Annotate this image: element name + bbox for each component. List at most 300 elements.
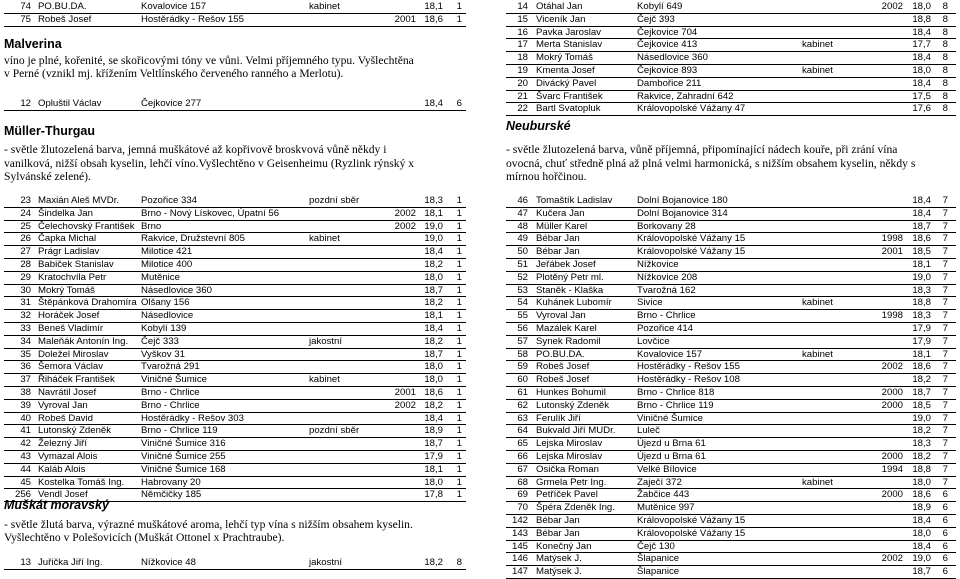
cell-rank: 7: [942, 438, 948, 450]
cell-score: 18,5: [912, 399, 931, 411]
cell-score: 18,0: [424, 374, 443, 386]
table-row: [506, 297, 956, 310]
cell-name: Kaláb Alois: [38, 463, 86, 475]
cell-note: kabinet: [802, 297, 833, 309]
cell-rank: 7: [942, 399, 948, 411]
cell-name: Matýsek J.: [536, 566, 582, 578]
cell-name: Kostelka Tomáš Ing.: [38, 476, 125, 488]
table-row: [506, 323, 956, 336]
cell-place: Královopolské Vážany 47: [637, 103, 746, 115]
cell-no: 75: [20, 13, 31, 25]
table-row: [506, 91, 956, 104]
cell-score: 18,7: [912, 386, 931, 398]
cell-place: Kovalovice 157: [141, 1, 207, 12]
cell-no: 51: [517, 258, 528, 270]
cell-place: Viničné Šumice: [141, 374, 207, 386]
table-row: [506, 310, 956, 323]
cell-name: Mokrý Tomáš: [536, 52, 593, 64]
cell-name: Juřička Jiří Ing.: [38, 557, 103, 568]
table-row: [4, 195, 466, 208]
cell-name: Mazálek Karel: [536, 322, 597, 334]
cell-rank: 8: [942, 77, 948, 89]
cell-name: Šemora Václav: [38, 361, 104, 373]
cell-place: Tvarožná 291: [141, 361, 200, 373]
cell-no: 69: [517, 489, 528, 501]
cell-place: Tvarožná 162: [637, 284, 696, 296]
cell-place: Čejkovice 413: [637, 39, 698, 51]
cell-score: 18,6: [424, 386, 443, 398]
table-row: [506, 425, 956, 438]
cell-name: Robeš Josef: [536, 361, 590, 373]
table-row: [506, 103, 956, 116]
section-title-muller-thurgau: Müller-Thurgau: [4, 124, 95, 138]
table-row: [506, 246, 956, 259]
section-desc-neuburske-1: - světle žlutozelená barva, vůně příjemná, připomínající nádech kouře, při zrání vína: [506, 143, 898, 156]
cell-score: 18,7: [424, 284, 443, 296]
cell-place: Mutěnice: [141, 271, 180, 283]
cell-no: 68: [517, 476, 528, 488]
cell-score: 19,0: [912, 412, 931, 424]
table-row: [506, 553, 956, 566]
cell-no: 12: [20, 98, 31, 109]
cell-no: 57: [517, 335, 528, 347]
right-top-table: [506, 1, 956, 116]
cell-no: 38: [20, 386, 31, 398]
table-row: [506, 502, 956, 515]
cell-score: 17,7: [912, 39, 931, 51]
cell-score: 18,4: [912, 207, 931, 219]
table-row: [506, 285, 956, 298]
cell-name: Vymazal Alois: [38, 450, 98, 462]
cell-score: 18,4: [912, 77, 931, 89]
table-row: [506, 387, 956, 400]
cell-note: jakostní: [309, 557, 343, 568]
cell-place: Zaječí 372: [637, 476, 682, 488]
cell-no: 14: [517, 1, 528, 12]
section-desc-muller-2: vanilková, nižší obsah kyselin, lehčí víno.Vyšlechtěno v Geisenheimu (Ryzlink rýnský x: [4, 157, 415, 170]
cell-name: Tomaštík Ladislav: [536, 195, 613, 206]
cell-place: Újezd u Brna 61: [637, 450, 706, 462]
cell-rank: 8: [942, 1, 948, 12]
cell-no: 145: [511, 540, 528, 552]
cell-rank: 8: [942, 26, 948, 38]
cell-score: 19,0: [424, 220, 443, 232]
cell-rank: 7: [942, 207, 948, 219]
cell-no: 30: [20, 284, 31, 296]
cell-no: 35: [20, 348, 31, 360]
table-row: [506, 233, 956, 246]
cell-note: pozdní sběr: [309, 195, 360, 206]
table-row: [4, 1, 466, 14]
cell-score: 18,1: [912, 258, 931, 270]
cell-no: 20: [517, 77, 528, 89]
cell-place: Žabčice 443: [637, 489, 690, 501]
cell-place: Brno - Nový Lískovec, Úpatní 56: [141, 207, 280, 219]
table-row: [506, 361, 956, 374]
cell-rank: 8: [942, 52, 948, 64]
cell-rank: 1: [456, 13, 462, 25]
cell-name: Vyroval Jan: [536, 310, 586, 322]
cell-name: Staněk - Klaška: [536, 284, 604, 296]
cell-no: 42: [20, 438, 31, 450]
table-row: [506, 52, 956, 65]
cell-place: Brno - Chrlice 119: [141, 425, 218, 437]
cell-rank: 1: [456, 361, 462, 373]
cell-rank: 6: [942, 540, 948, 552]
section-desc-muskat-2: Vyšlechtěno v Polešovicích (Muškát Ottonel x Prachtraube).: [4, 531, 285, 544]
cell-place: Kobylí 139: [141, 322, 187, 334]
cell-no: 66: [517, 450, 528, 462]
cell-no: 56: [517, 322, 528, 334]
cell-no: 142: [511, 514, 528, 526]
section-desc-malverina-2: v Perné (vznikl mj. křížením Veltlínského červeného ranného a Merlotu).: [4, 67, 344, 80]
table-row: [506, 221, 956, 234]
cell-no: 55: [517, 310, 528, 322]
cell-year: 1998: [881, 310, 903, 322]
cell-no: 34: [20, 335, 31, 347]
table-row: [506, 451, 956, 464]
cell-name: Konečný Jan: [536, 540, 592, 552]
table-row: [4, 246, 466, 259]
cell-rank: 7: [942, 348, 948, 360]
cell-place: Hostěrádky - Rešov 303: [141, 412, 244, 424]
cell-place: Luleč: [637, 425, 660, 437]
cell-score: 18,0: [424, 476, 443, 488]
cell-score: 18,8: [912, 13, 931, 25]
cell-place: Hostěrádky - Rešov 108: [637, 374, 740, 386]
cell-rank: 7: [942, 322, 948, 334]
cell-no: 49: [517, 233, 528, 245]
cell-year: 2000: [881, 450, 903, 462]
cell-score: 18,0: [912, 527, 931, 539]
cell-score: 18,4: [424, 246, 443, 258]
table-row: [4, 349, 466, 362]
cell-no: 60: [517, 374, 528, 386]
cell-name: Horáček Josef: [38, 310, 100, 322]
cell-rank: 7: [942, 310, 948, 322]
cell-score: 18,4: [912, 514, 931, 526]
cell-name: Jeřábek Josef: [536, 258, 596, 270]
cell-place: Násedlovice: [141, 310, 194, 322]
cell-name: Beneš Vladimír: [38, 322, 104, 334]
cell-year: 2002: [394, 399, 416, 411]
table-row: [506, 65, 956, 78]
cell-year: 2000: [881, 489, 903, 501]
cell-name: Kratochvíla Petr: [38, 271, 107, 283]
cell-year: 2002: [394, 207, 416, 219]
cell-name: Grmela Petr Ing.: [536, 476, 607, 488]
cell-no: 53: [517, 284, 528, 296]
cell-no: 40: [20, 412, 31, 424]
cell-name: Bébar Jan: [536, 527, 580, 539]
cell-score: 18,7: [912, 220, 931, 232]
section-desc-muskat-1: - světle žlutá barva, výrazné muškátové aroma, lehčí typ vína s nižším obsahem kyselin.: [4, 518, 413, 531]
cell-no: 58: [517, 348, 528, 360]
cell-place: Velké Bílovice: [637, 463, 697, 475]
table-row: [506, 272, 956, 285]
section-desc-muller-3: Sylvánské zelené).: [4, 170, 91, 183]
cell-name: Čelechovský František: [38, 220, 135, 232]
cell-rank: 1: [456, 438, 462, 450]
cell-score: 18,4: [424, 322, 443, 334]
cell-score: 18,5: [912, 246, 931, 258]
cell-no: 47: [517, 207, 528, 219]
cell-no: 43: [20, 450, 31, 462]
cell-place: Sivice: [637, 297, 663, 309]
cell-score: 17,9: [912, 335, 931, 347]
cell-name: Müller Karel: [536, 220, 588, 232]
cell-year: 2002: [881, 361, 903, 373]
cell-year: 1994: [881, 463, 903, 475]
cell-no: 256: [14, 489, 31, 501]
cell-no: 27: [20, 246, 31, 258]
cell-rank: 1: [456, 322, 462, 334]
cell-name: Navrátil Josef: [38, 386, 97, 398]
cell-no: 45: [20, 476, 31, 488]
cell-name: Osička Roman: [536, 463, 599, 475]
cell-rank: 8: [942, 103, 948, 115]
cell-name: Divácký Pavel: [536, 77, 597, 89]
cell-score: 18,3: [912, 438, 931, 450]
cell-score: 17,8: [424, 489, 443, 501]
table-row: [4, 361, 466, 374]
cell-score: 18,1: [424, 207, 443, 219]
cell-name: Šindelka Jan: [38, 207, 93, 219]
cell-score: 18,4: [912, 26, 931, 38]
cell-no: 18: [517, 52, 528, 64]
section-desc-neuburske-2: ovocná, chuť středně plná až plná velmi harmonická, s nižším obsahem kyselin, někdy s: [506, 157, 916, 170]
cell-score: 18,4: [424, 98, 443, 109]
cell-no: 44: [20, 463, 31, 475]
cell-name: Robeš Josef: [536, 374, 590, 386]
table-row: [4, 208, 466, 221]
cell-rank: 7: [942, 195, 948, 206]
cell-no: 15: [517, 13, 528, 25]
cell-rank: 1: [456, 220, 462, 232]
cell-name: Bukvald Jiří MUDr.: [536, 425, 616, 437]
table-row: [4, 374, 466, 387]
muskat-moravsky-table: [4, 557, 466, 570]
cell-rank: 7: [942, 246, 948, 258]
cell-rank: 1: [456, 258, 462, 270]
cell-name: Maxián Aleš MVDr.: [38, 195, 120, 206]
cell-rank: 1: [456, 412, 462, 424]
table-row: [506, 336, 956, 349]
cell-note: kabinet: [802, 476, 833, 488]
cell-place: Čejč 130: [637, 540, 675, 552]
cell-score: 18,2: [424, 399, 443, 411]
cell-no: 23: [20, 195, 31, 206]
cell-rank: 1: [456, 425, 462, 437]
cell-place: Hostěrádky - Rešov 155: [637, 361, 740, 373]
cell-name: Bébar Jan: [536, 246, 580, 258]
cell-no: 24: [20, 207, 31, 219]
cell-score: 17,9: [912, 322, 931, 334]
cell-score: 18,2: [424, 258, 443, 270]
table-row: [506, 27, 956, 40]
cell-rank: 1: [456, 271, 462, 283]
cell-note: kabinet: [309, 233, 340, 245]
cell-place: Nížkovice 208: [637, 271, 698, 283]
cell-rank: 1: [456, 195, 462, 206]
cell-no: 59: [517, 361, 528, 373]
cell-rank: 6: [942, 553, 948, 565]
cell-score: 18,3: [424, 195, 443, 206]
table-row: [506, 541, 956, 554]
cell-name: Prágr Ladislav: [38, 246, 100, 258]
cell-rank: 7: [942, 374, 948, 386]
cell-place: Brno - Chrlice: [141, 399, 200, 411]
table-row: [4, 451, 466, 464]
cell-no: 61: [517, 386, 528, 398]
cell-place: Čejkovice 277: [141, 98, 202, 109]
cell-year: 2002: [881, 553, 903, 565]
table-row: [4, 477, 466, 490]
cell-place: Borkovany 28: [637, 220, 696, 232]
cell-score: 18,9: [424, 425, 443, 437]
cell-name: Otáhal Jan: [536, 1, 583, 12]
cell-name: Čapka Michal: [38, 233, 97, 245]
section-title-muskat-moravsky: Muškát moravský: [4, 498, 109, 512]
cell-place: Lovčice: [637, 335, 670, 347]
cell-name: Bébar Jan: [536, 233, 580, 245]
cell-name: Lejska Miroslav: [536, 450, 603, 462]
cell-year: 2000: [881, 399, 903, 411]
cell-place: Brno - Chrlice 818: [637, 386, 715, 398]
cell-score: 18,0: [912, 1, 931, 12]
table-row: [506, 477, 956, 490]
cell-no: 65: [517, 438, 528, 450]
cell-name: PO.BU.DA.: [38, 1, 87, 12]
cell-place: Rakvice, Družstevní 805: [141, 233, 245, 245]
cell-name: Štěpánková Drahomíra: [38, 297, 137, 309]
cell-no: 29: [20, 271, 31, 283]
cell-name: Kučera Jan: [536, 207, 585, 219]
table-row: [506, 78, 956, 91]
cell-no: 54: [517, 297, 528, 309]
cell-no: 70: [517, 502, 528, 514]
cell-place: Brno - Chrlice: [141, 386, 200, 398]
cell-score: 18,2: [912, 374, 931, 386]
cell-place: Olšany 156: [141, 297, 190, 309]
cell-no: 21: [517, 90, 528, 102]
cell-rank: 6: [456, 98, 462, 109]
cell-score: 18,0: [912, 64, 931, 76]
cell-score: 18,0: [424, 361, 443, 373]
cell-place: Dolní Bojanovice 314: [637, 207, 728, 219]
cell-note: kabinet: [309, 1, 340, 12]
cell-rank: 7: [942, 220, 948, 232]
cell-rank: 7: [942, 463, 948, 475]
cell-name: Špéra Zdeněk Ing.: [536, 502, 615, 514]
cell-place: Pozořice 414: [637, 322, 693, 334]
table-row: [506, 208, 956, 221]
cell-score: 18,7: [424, 438, 443, 450]
table-row: [4, 285, 466, 298]
cell-no: 26: [20, 233, 31, 245]
cell-rank: 7: [942, 476, 948, 488]
table-row: [506, 349, 956, 362]
table-row: [506, 39, 956, 52]
cell-no: 62: [517, 399, 528, 411]
cell-no: 17: [517, 39, 528, 51]
cell-name: Matýsek J.: [536, 553, 582, 565]
cell-name: Bartl Svatopluk: [536, 103, 601, 115]
cell-place: Habrovany 20: [141, 476, 201, 488]
cell-rank: 7: [942, 361, 948, 373]
cell-place: Královopolské Vážany 15: [637, 246, 746, 258]
cell-rank: 1: [456, 335, 462, 347]
cell-place: Brno - Chrlice 119: [637, 399, 714, 411]
cell-no: 146: [511, 553, 528, 565]
cell-score: 19,0: [912, 271, 931, 283]
cell-name: Babiček Stanislav: [38, 258, 114, 270]
cell-rank: 8: [942, 90, 948, 102]
table-row: [4, 221, 466, 234]
cell-place: Milotice 400: [141, 258, 193, 270]
cell-year: 2001: [881, 246, 903, 258]
cell-rank: 6: [942, 502, 948, 514]
cell-no: 33: [20, 322, 31, 334]
cell-place: Dambořice 211: [637, 77, 702, 89]
cell-no: 32: [20, 310, 31, 322]
cell-rank: 1: [456, 310, 462, 322]
cell-rank: 1: [456, 476, 462, 488]
cell-score: 18,2: [912, 450, 931, 462]
cell-name: Vendl Josef: [38, 489, 88, 501]
cell-name: PO.BU.DA.: [536, 348, 585, 360]
cell-score: 18,1: [912, 348, 931, 360]
cell-rank: 6: [942, 527, 948, 539]
cell-rank: 7: [942, 233, 948, 245]
cell-name: Merta Stanislav: [536, 39, 603, 51]
cell-place: Čejč 333: [141, 335, 179, 347]
cell-score: 18,8: [912, 463, 931, 475]
table-row: [4, 400, 466, 413]
cell-no: 63: [517, 412, 528, 424]
cell-rank: 7: [942, 425, 948, 437]
cell-no: 28: [20, 258, 31, 270]
cell-rank: 6: [942, 514, 948, 526]
cell-place: Pozořice 334: [141, 195, 197, 206]
cell-place: Viničné Šumice 168: [141, 463, 226, 475]
cell-year: 2001: [394, 13, 416, 25]
cell-score: 18,6: [912, 233, 931, 245]
cell-score: 17,9: [424, 450, 443, 462]
cell-name: Lejska Miroslav: [536, 438, 603, 450]
cell-note: kabinet: [802, 348, 833, 360]
section-desc-malverina-1: víno je plné, kořenité, se skořicovými tóny ve vůni. Velmi příjemného typu. Vyšlechtěna: [4, 54, 414, 67]
cell-rank: 1: [456, 1, 462, 12]
cell-place: Čejč 393: [637, 13, 675, 25]
cell-place: Královopolské Vážany 15: [637, 233, 746, 245]
cell-no: 52: [517, 271, 528, 283]
table-row: [506, 528, 956, 541]
cell-name: Petříček Pavel: [536, 489, 598, 501]
table-row: [506, 259, 956, 272]
cell-score: 18,2: [424, 335, 443, 347]
cell-no: 48: [517, 220, 528, 232]
cell-place: Brno: [141, 220, 162, 232]
malverina-table: [4, 98, 466, 111]
table-row: [4, 272, 466, 285]
cell-name: Doležel Miroslav: [38, 348, 109, 360]
cell-name: Plotěný Petr ml.: [536, 271, 604, 283]
cell-no: 41: [20, 425, 31, 437]
cell-score: 18,8: [912, 297, 931, 309]
cell-rank: 7: [942, 450, 948, 462]
cell-place: Nížkovice 48: [141, 557, 196, 568]
